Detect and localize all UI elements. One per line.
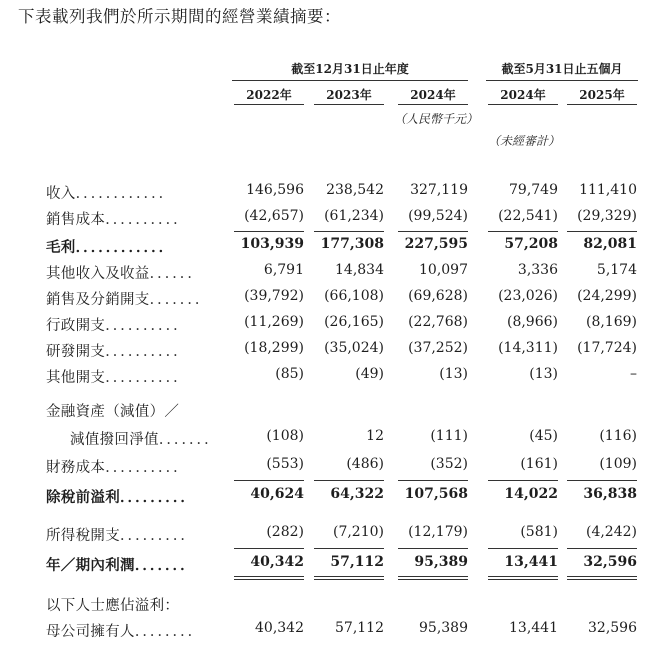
row-label: 母公司擁有人．．．．．．．． [46,624,203,640]
subtotal-rule [398,480,468,481]
total-double-rule [567,576,637,577]
cell-value: (161) [520,456,558,472]
total-double-rule [567,579,637,580]
cell-value: (35,024) [324,340,384,356]
cell-value: (42,657) [244,208,304,224]
group-header-five-months: 截至5月31日止五個月 [501,62,623,76]
cell-value: (66,108) [324,288,384,304]
subtotal-rule [234,480,304,481]
cell-value: 57,208 [504,236,558,252]
year-header: 2023年 [326,88,372,102]
cell-value: 238,542 [326,182,384,198]
row-label: 年／期內利潤．．．．．．． [46,557,195,574]
cell-value: 12 [366,428,384,444]
cell-value: 227,595 [404,236,468,252]
row-label: 所得稅開支．．．．．．．．． [46,528,196,544]
row-label: 其他開支．．．．．．．．．． [46,370,188,386]
year-rule [314,104,384,105]
cell-value: (49) [355,366,384,382]
year-header: 2024年 [410,88,456,102]
cell-value: (61,234) [324,208,384,224]
cell-value: 13,441 [504,554,558,570]
total-double-rule [234,576,304,577]
cell-value: (22,541) [498,208,558,224]
subtotal-rule [488,231,558,232]
cell-value: (22,768) [408,314,468,330]
subtotal-rule [314,480,384,481]
cell-value: 95,389 [414,554,468,570]
subtotal-rule [567,231,637,232]
total-double-rule [488,576,558,577]
row-label: 收入．．．．．．．．．．．． [46,186,174,202]
subtotal-rule [398,548,468,549]
subtotal-rule [234,548,304,549]
cell-value: (14,311) [498,340,558,356]
cell-value: (99,524) [408,208,468,224]
cell-value: 57,112 [335,620,384,636]
cell-value: 36,838 [583,486,637,502]
cell-value: 40,342 [255,620,304,636]
cell-value: (352) [430,456,468,472]
group-header-fiscal-years: 截至12月31日止年度 [291,62,409,76]
subtotal-rule [567,548,637,549]
year-rule [234,104,304,105]
intro-text: 下表載列我們於所示期間的經營業績摘要： [18,7,341,26]
group-header-rule [232,80,468,81]
cell-value: (8,169) [585,314,637,330]
cell-value: 103,939 [240,236,304,252]
cell-value: (13) [529,366,558,382]
cell-value: 6,791 [263,262,304,278]
total-double-rule [314,579,384,580]
cell-value: (116) [599,428,637,444]
cell-value: (11,269) [244,314,304,330]
cell-value: 177,308 [320,236,384,252]
cell-value: (581) [520,524,558,540]
total-double-rule [398,579,468,580]
cell-value: (29,329) [577,208,637,224]
row-label: 行政開支．．．．．．．．．． [46,318,188,334]
cell-value: 5,174 [596,262,637,278]
row-label: 減值撥回淨值．．．．．．． [70,432,219,448]
row-label: 銷售成本．．．．．．．．．． [46,212,188,228]
cell-value: (45) [529,428,558,444]
cell-value: 32,596 [583,554,637,570]
cell-value: (13) [439,366,468,382]
total-double-rule [488,579,558,580]
cell-value: (7,210) [332,524,384,540]
cell-value: (486) [346,456,384,472]
unaudited-note: （未經審計） [488,134,561,148]
cell-value: (18,299) [244,340,304,356]
cell-value: 111,410 [579,182,637,198]
cell-value: (69,628) [408,288,468,304]
cell-value: 327,119 [410,182,468,198]
cell-value: (282) [266,524,304,540]
year-header: 2025年 [579,88,625,102]
cell-value: 82,081 [583,236,637,252]
row-label: 毛利．．．．．．．．．．．． [46,239,174,256]
group-header-rule [486,80,638,81]
year-rule [398,104,468,105]
cell-value: (17,724) [577,340,637,356]
row-label: 銷售及分銷開支．．．．．．． [46,292,210,308]
cell-value: 13,441 [509,620,558,636]
cell-value: (26,165) [324,314,384,330]
year-rule [567,104,637,105]
cell-value: 10,097 [419,262,468,278]
subtotal-rule [567,480,637,481]
cell-value: (109) [599,456,637,472]
cell-value: 40,624 [250,486,304,502]
cell-value: (8,966) [506,314,558,330]
cell-value: 14,834 [335,262,384,278]
subtotal-rule [314,548,384,549]
row-label: 以下人士應佔溢利： [46,598,180,614]
subtotal-rule [488,548,558,549]
cell-value: 64,322 [330,486,384,502]
year-header: 2022年 [246,88,292,102]
year-header: 2024年 [500,88,546,102]
cell-value: – [630,366,637,382]
total-double-rule [398,576,468,577]
cell-value: 107,568 [404,486,468,502]
cell-value: 146,596 [246,182,304,198]
cell-value: (85) [275,366,304,382]
subtotal-rule [314,231,384,232]
subtotal-rule [488,480,558,481]
cell-value: 40,342 [250,554,304,570]
cell-value: (37,252) [408,340,468,356]
row-label: 財務成本．．．．．．．．．． [46,460,188,476]
cell-value: (111) [430,428,468,444]
cell-value: (39,792) [244,288,304,304]
cell-value: 79,749 [509,182,558,198]
subtotal-rule [398,231,468,232]
row-label: 其他收入及收益．．．．．． [46,266,203,282]
cell-value: 57,112 [330,554,384,570]
cell-value: (23,026) [498,288,558,304]
total-double-rule [234,579,304,580]
cell-value: (108) [266,428,304,444]
unit-note: （人民幣千元） [394,112,479,126]
row-label: 研發開支．．．．．．．．．． [46,344,188,360]
cell-value: (553) [266,456,304,472]
cell-value: 95,389 [419,620,468,636]
row-label: 金融資產（減值）／ [46,404,180,420]
cell-value: 3,336 [517,262,558,278]
row-label: 除稅前溢利．．．．．．．．． [46,489,196,506]
cell-value: 32,596 [588,620,637,636]
total-double-rule [314,576,384,577]
cell-value: 14,022 [504,486,558,502]
cell-value: (12,179) [408,524,468,540]
year-rule [488,104,558,105]
cell-value: (4,242) [585,524,637,540]
subtotal-rule [234,231,304,232]
cell-value: (24,299) [577,288,637,304]
